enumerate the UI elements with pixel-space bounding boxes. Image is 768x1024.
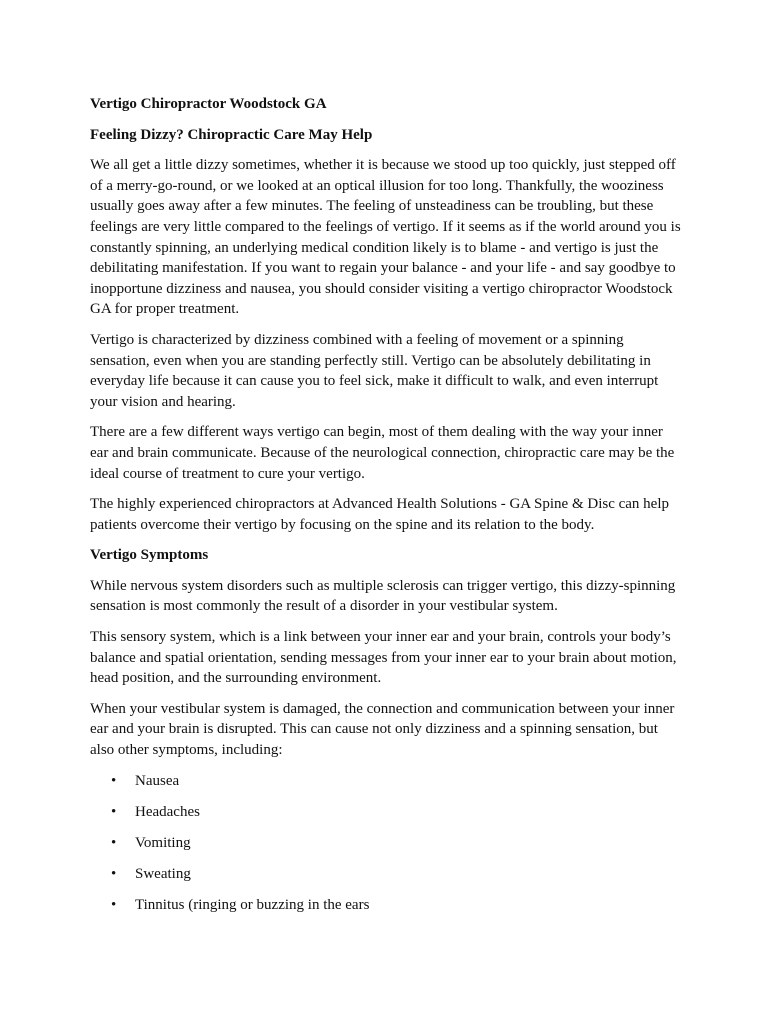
document-page xyxy=(90,94,682,926)
document-subtitle: Feeling Dizzy? Chiropractic Care May Help xyxy=(90,126,373,143)
list-item xyxy=(90,771,682,792)
intro-paragraph: Vertigo is characterized by dizziness combined with a feeling of movement or a spinning sensation, even when you are standing perfectly still. Vertigo can be absolutely debilitating in everyday life because it can cause you to feel sick, make it difficult to walk, and even interrupt your vision and hearing. xyxy=(90,331,659,410)
list-item-text: Nausea xyxy=(135,772,180,789)
section-heading: Vertigo Symptoms xyxy=(90,547,209,564)
intro-paragraph: The highly experienced chiropractors at Advanced Health Solutions - GA Spine & Disc can help patients overcome their vertigo by focusing on the spine and its relation to the body. xyxy=(90,496,670,533)
list-item-text: Vomiting xyxy=(135,834,191,851)
intro-paragraph: We all get a little dizzy sometimes, whether it is because we stood up too quickly, just stepped off of a merry-go-round, or we looked at an optical illusion for too long. Thankfully, the wooziness usually goes away after a few minutes. The feeling of unsteadiness can be troubling, but these feelings are very little compared to the feelings of vertigo. If it seems as if the world around you is constantly spinning, an underlying medical condition likely is to blame - and vertigo is just the debilitating manifestation. If you want to regain your balance - and your life - and say goodbye to inopportune dizziness and nausea, you should consider visiting a vertigo chiropractor Woodstock GA for proper treatment. xyxy=(90,157,681,318)
section-paragraph: When your vestibular system is damaged, the connection and communication between your inner ear and your brain is disrupted. This can cause not only dizziness and a spinning sensation, but also other symptoms, including: xyxy=(90,700,675,759)
bullet-icon: • xyxy=(111,803,117,820)
section-paragraph: This sensory system, which is a link between your inner ear and your brain, controls your body’s balance and spatial orientation, sending messages from your inner ear to your brain about motion, head position, and the surrounding environment. xyxy=(90,629,677,687)
list-item-text: Tinnitus (ringing or buzzing in the ears xyxy=(135,896,370,913)
list-item xyxy=(90,864,682,885)
bullet-icon: • xyxy=(111,834,117,851)
list-item-text: Sweating xyxy=(135,865,191,882)
intro-paragraph: There are a few different ways vertigo can begin, most of them dealing with the way your inner ear and brain communicate. Because of the neurological connection, chiropractic care may be the ideal course of treatment to cure your vertigo. xyxy=(90,424,675,482)
bullet-icon: • xyxy=(111,772,117,789)
bullet-icon: • xyxy=(111,865,117,882)
section-paragraph: While nervous system disorders such as multiple sclerosis can trigger vertigo, this dizzy-spinning sensation is most commonly the result of a disorder in your vestibular system. xyxy=(90,577,676,615)
document-title: Vertigo Chiropractor Woodstock GA xyxy=(90,96,327,112)
bullet-icon: • xyxy=(111,896,117,913)
list-item xyxy=(90,895,682,916)
list-item-text: Headaches xyxy=(135,803,200,820)
list-item xyxy=(90,833,682,854)
symptom-list xyxy=(90,771,682,916)
list-item xyxy=(90,802,682,823)
